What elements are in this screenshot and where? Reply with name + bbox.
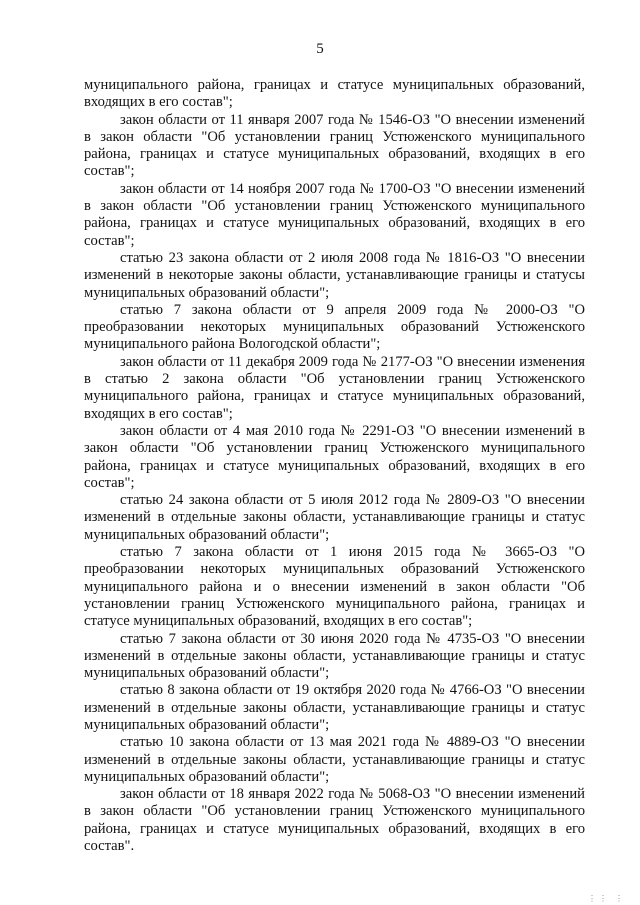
page-number: 5: [316, 41, 324, 57]
paragraph-continuation: муниципального района, границах и статусе муниципальных образований, входящих в его состав";: [84, 77, 585, 111]
list-item-law-2177: закон области от 11 декабря 2009 года № 2177-ОЗ "О внесении изменения в статью 2 закона области "Об установлении границ Устюженского муниципального района, границах и статусе муниципальных образований, входящих в его состав";: [84, 353, 585, 422]
scan-artifact-marks: ⋮⋮ ⋮: [588, 894, 626, 903]
list-item-law-2809: статью 24 закона области от 5 июля 2012 года № 2809-ОЗ "О внесении изменений в отдельные законы области, устанавливающие границы и статус муниципальных образований области";: [84, 492, 585, 543]
list-item-law-1700: закон области от 14 ноября 2007 года № 1700-ОЗ "О внесении изменений в закон области "Об установлении границ Устюженского муниципального района, границах и статусе муниципальных образований, входящих в его состав";: [84, 180, 585, 249]
list-item-law-4889: статью 10 закона области от 13 мая 2021 года № 4889-ОЗ "О внесении изменений в отдельные законы области, устанавливающие границы и статус муниципальных образований области";: [84, 734, 585, 785]
list-item-law-5068: закон области от 18 января 2022 года № 5068-ОЗ "О внесении изменений в закон области "Об установлении границ Устюженского муниципального района, границах и статусе муниципальных образований, входящих в его состав".: [84, 786, 585, 855]
list-item-law-1546: закон области от 11 января 2007 года № 1546-ОЗ "О внесении изменений в закон области "Об установлении границ Устюженского муниципального района, границах и статусе муниципальных образований, входящих в его состав";: [84, 111, 585, 180]
list-item-law-2000: статью 7 закона области от 9 апреля 2009 года № 2000-ОЗ "О преобразовании некоторых муниципальных образований Устюженского муниципального района Вологодской области";: [84, 301, 585, 353]
list-item-law-4735: статью 7 закона области от 30 июня 2020 года № 4735-ОЗ "О внесении изменений в отдельные законы области, устанавливающие границы и статус муниципальных образований области";: [84, 630, 585, 682]
list-item-law-1816: статью 23 закона области от 2 июля 2008 года № 1816-ОЗ "О внесении изменений в некоторые законы области, устанавливающие границы и статусы муниципальных образований области";: [84, 249, 585, 301]
document-body: [84, 77, 585, 855]
list-item-law-3665: статью 7 закона области от 1 июня 2015 года № 3665-ОЗ "О преобразовании некоторых муниципальных образований Устюженского муниципального района и о внесении изменений в закон области "Об установлении границ Устюженского муниципального района, границах и статусе муниципальных образований, входящих в его состав";: [84, 544, 585, 630]
list-item-law-4766: статью 8 закона области от 19 октября 2020 года № 4766-ОЗ "О внесении изменений в отдельные законы области, устанавливающие границы и статус муниципальных образований области";: [84, 682, 585, 733]
list-item-law-2291: закон области от 4 мая 2010 года № 2291-ОЗ "О внесении изменений в закон области "Об установлении границ Устюженского муниципального района, границах и статусе муниципальных образований, входящих в его состав";: [84, 422, 585, 491]
